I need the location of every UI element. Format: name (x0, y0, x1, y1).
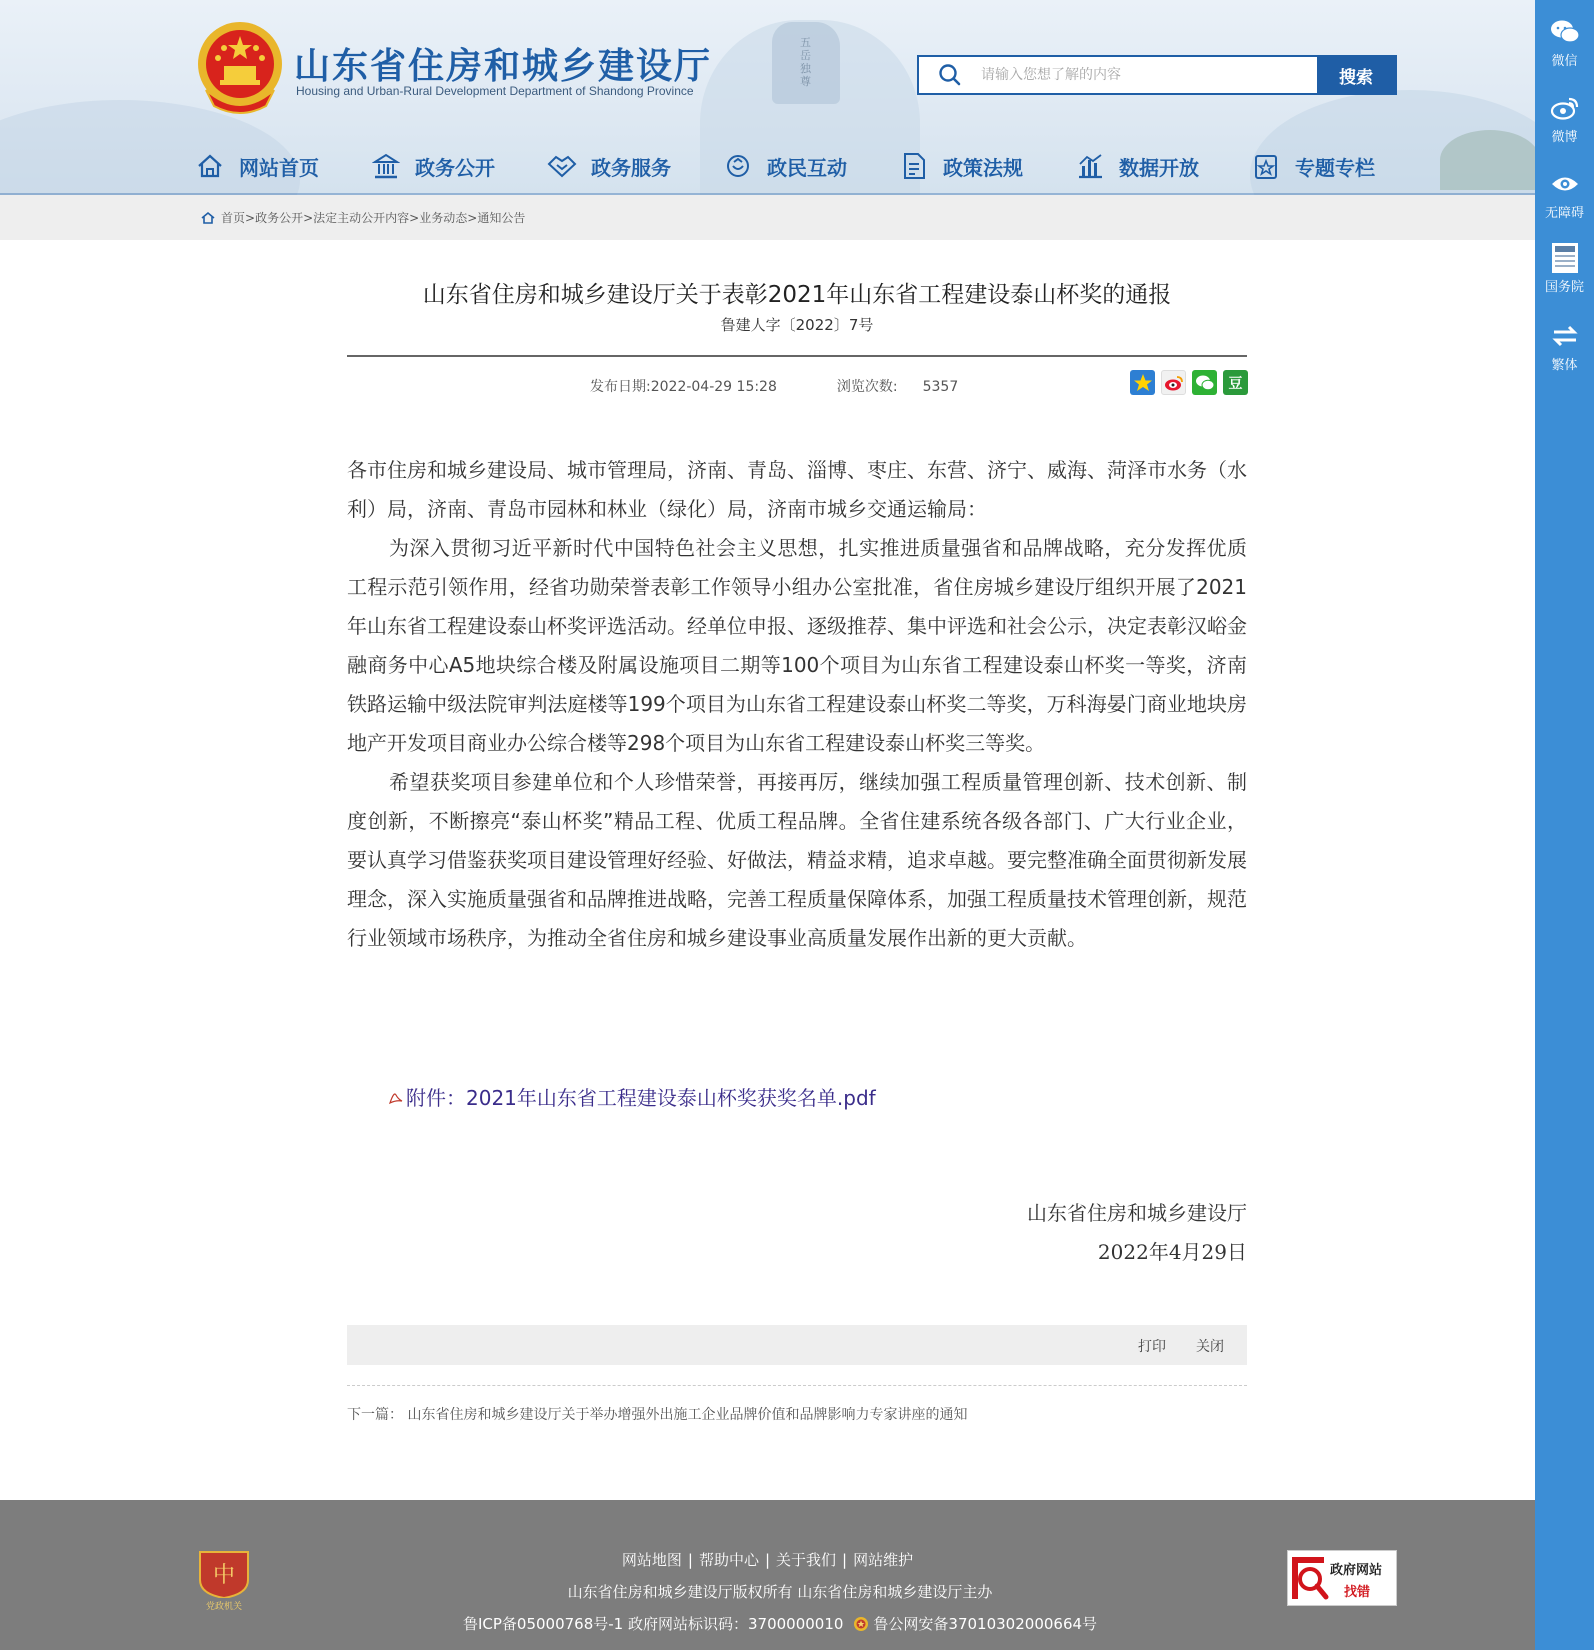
government-building-icon (371, 151, 401, 181)
qzone-share-icon[interactable] (1130, 370, 1155, 395)
sidebar-item-state-council[interactable] (1535, 242, 1594, 295)
site-header (0, 0, 1535, 195)
police-badge-icon (853, 1616, 869, 1632)
footer-registration (0, 1613, 1560, 1634)
search-box (917, 55, 1397, 95)
sidebar-label: 无障碍 (1544, 206, 1584, 221)
document-icon (899, 151, 929, 181)
signature-date: 2022年4月29日 (1097, 1240, 1247, 1264)
sidebar-label: 国务院 (1544, 280, 1584, 295)
nav-label: 数据开放 (1119, 155, 1199, 180)
footer-copyright: 山东省住房和城乡建设厅版权所有 山东省住房和城乡建设厅主办 (567, 1583, 993, 1601)
main-nav (195, 146, 1427, 186)
home-icon (195, 151, 225, 181)
nav-label: 政民互动 (767, 155, 847, 180)
swap-icon (1549, 320, 1581, 352)
breadcrumb-link-notices[interactable]: 通知公告 (477, 211, 526, 225)
sidebar-item-traditional[interactable] (1535, 320, 1594, 373)
site-footer (0, 1500, 1535, 1650)
bar-chart-icon (1075, 151, 1105, 181)
nav-label: 专题专栏 (1295, 155, 1375, 180)
print-button[interactable]: 打印 (1138, 1339, 1166, 1355)
document-number: 鲁建人字〔2022〕7号 (720, 316, 874, 334)
footer-separator: | (842, 1551, 848, 1569)
svg-text:中: 中 (212, 1563, 236, 1588)
footer-link-about[interactable]: 关于我们 (776, 1551, 837, 1569)
nav-label: 政策法规 (943, 155, 1023, 180)
footer-separator: | (687, 1551, 693, 1569)
topic-icon (1251, 151, 1281, 181)
footer-link-sitemap[interactable]: 网站地图 (621, 1551, 682, 1569)
next-article-link[interactable]: 山东省住房和城乡建设厅关于举办增强外出施工企业品牌价值和品牌影响力专家讲座的通知 (407, 1407, 968, 1423)
breadcrumb-link-statutory[interactable]: 法定主动公开内容 (313, 211, 410, 225)
wechat-share-icon[interactable] (1192, 370, 1217, 395)
publish-label: 发布日期: (590, 379, 651, 395)
close-button[interactable]: 关闭 (1196, 1339, 1224, 1355)
party-gov-label: 党政机关 (205, 1602, 242, 1612)
sidebar-item-accessibility[interactable] (1535, 168, 1594, 221)
site-subtitle: Housing and Urban-Rural Development Department of Shandong Province (296, 84, 694, 98)
article-title: 山东省住房和城乡建设厅关于表彰2021年山东省工程建设泰山杯奖的通报 (422, 282, 1172, 308)
dashed-divider (347, 1385, 1247, 1386)
pdf-icon (388, 1089, 404, 1105)
views-label: 浏览次数: (836, 379, 898, 395)
next-label: 下一篇： (347, 1407, 403, 1423)
attachment-label: 附件：2021年山东省工程建设泰山杯奖获奖名单.pdf (406, 1086, 876, 1110)
douban-share-icon[interactable]: 豆 (1223, 370, 1248, 395)
share-bar (1130, 370, 1248, 395)
search-button[interactable]: 搜索 (1317, 57, 1395, 93)
attachment-link[interactable] (388, 1082, 876, 1111)
article-paragraph: 希望获奖项目参建单位和个人珍惜荣誉，再接再厉，继续加强工程质量管理创新、技术创新、制度创新，不断擦亮“泰山杯奖”精品工程、优质工程品牌。全省住建系统各级各部门、广大行业企业，要认真学习借鉴获奖项目建设管理好经验、好做法，精益求精，追求卓越。要完整准确全面贯彻新发展理念，深入实施质量强省和品牌推进战略，完善工程质量保障体系，加强工程质量技术管理创新，规范行业领域市场秩序，为推动全省住房和城乡建设事业高质量发展作出新的更大贡献。 (347, 770, 1247, 950)
breadcrumb-separator: > (245, 210, 256, 225)
title-divider (347, 355, 1247, 357)
signature-organization: 山东省住房和城乡建设厅 (1027, 1201, 1247, 1225)
nav-item-gov-affairs[interactable] (371, 146, 495, 186)
sidebar-item-weibo[interactable] (1535, 92, 1594, 145)
breadcrumb-separator: > (467, 210, 478, 225)
sidebar-label: 繁体 (1551, 358, 1578, 373)
breadcrumb-link-gov-affairs[interactable]: 政务公开 (255, 211, 304, 225)
icp-record[interactable]: 鲁ICP备05000768号-1 政府网站标识码：3700000010 (462, 1615, 844, 1633)
nav-item-interaction[interactable] (723, 146, 847, 186)
nav-item-policy[interactable] (899, 146, 1023, 186)
nav-label: 政务公开 (415, 155, 495, 180)
article-body (347, 451, 1247, 958)
floating-sidebar (1535, 0, 1594, 1650)
nav-item-home[interactable] (195, 146, 319, 186)
nav-item-open-data[interactable] (1075, 146, 1199, 186)
breadcrumb-separator: > (303, 210, 314, 225)
national-emblem-icon[interactable] (196, 20, 284, 116)
publish-info (590, 379, 777, 395)
interaction-icon (723, 151, 753, 181)
weibo-icon (1549, 92, 1581, 124)
sidebar-label: 微博 (1551, 130, 1578, 145)
breadcrumb-bar (0, 195, 1535, 240)
weibo-share-icon[interactable] (1161, 370, 1186, 395)
breadcrumb (201, 209, 525, 226)
nav-item-gov-service[interactable] (547, 146, 671, 186)
breadcrumb-link-business-news[interactable]: 业务动态 (419, 211, 468, 225)
publish-date: 2022-04-29 15:28 (650, 379, 777, 395)
search-input[interactable] (981, 57, 1317, 93)
nav-item-topics[interactable] (1251, 146, 1375, 186)
nav-label: 网站首页 (239, 155, 319, 180)
police-record[interactable]: 鲁公网安备37010302000664号 (873, 1615, 1098, 1633)
article-paragraph: 为深入贯彻习近平新时代中国特色社会主义思想，扎实推进质量强省和品牌战略，充分发挥优质工程示范引领作用，经省功勋荣誉表彰工作领导小组办公室批准，省住房城乡建设厅组织开展了2021年山东省工程建设泰山杯奖评选活动。经单位申报、逐级推荐、集中评选和社会公示，决定表彰汉峪金融商务中心A5地块综合楼及附属设施项目二期等100个项目为山东省工程建设泰山杯奖一等奖，济南铁路运输中级法院审判法庭楼等199个项目为山东省工程建设泰山杯奖二等奖，万科海晏门商业地块房地产开发项目商业办公综合楼等298个项目为山东省工程建设泰山杯奖三等奖。 (347, 536, 1247, 755)
next-article (347, 1404, 967, 1424)
search-icon (919, 57, 981, 93)
footer-link-maintenance[interactable]: 网站维护 (853, 1551, 914, 1569)
site-title[interactable]: 山东省住房和城乡建设厅 (294, 46, 713, 87)
footer-link-help[interactable]: 帮助中心 (698, 1551, 759, 1569)
article-tools (347, 1325, 1247, 1365)
eye-icon (1549, 168, 1581, 200)
handshake-icon (547, 151, 577, 181)
wechat-icon (1549, 16, 1581, 48)
home-icon (201, 211, 215, 225)
sidebar-label: 微信 (1551, 54, 1578, 69)
pine-tree-decoration (1440, 130, 1535, 190)
breadcrumb-separator: > (409, 210, 420, 225)
find-error-badge[interactable] (1287, 1550, 1397, 1606)
footer-separator: | (764, 1551, 771, 1569)
nav-label: 政务服务 (591, 155, 671, 180)
state-council-icon (1549, 242, 1581, 274)
find-error-action: 找错 (1344, 1585, 1371, 1600)
views-count: 5357 (922, 379, 959, 395)
article-meta (590, 376, 1018, 396)
find-error-title: 政府网站 (1330, 1563, 1383, 1578)
article-paragraph: 各市住房和城乡建设局、城市管理局，济南、青岛、淄博、枣庄、东营、济宁、威海、菏泽市水务（水利）局，济南、青岛市园林和林业（绿化）局，济南市城乡交通运输局： (347, 458, 1247, 521)
rock-inscription: 五岳独尊 (800, 36, 811, 88)
breadcrumb-link-home[interactable]: 首页 (221, 211, 246, 225)
sidebar-item-wechat[interactable] (1535, 16, 1594, 69)
